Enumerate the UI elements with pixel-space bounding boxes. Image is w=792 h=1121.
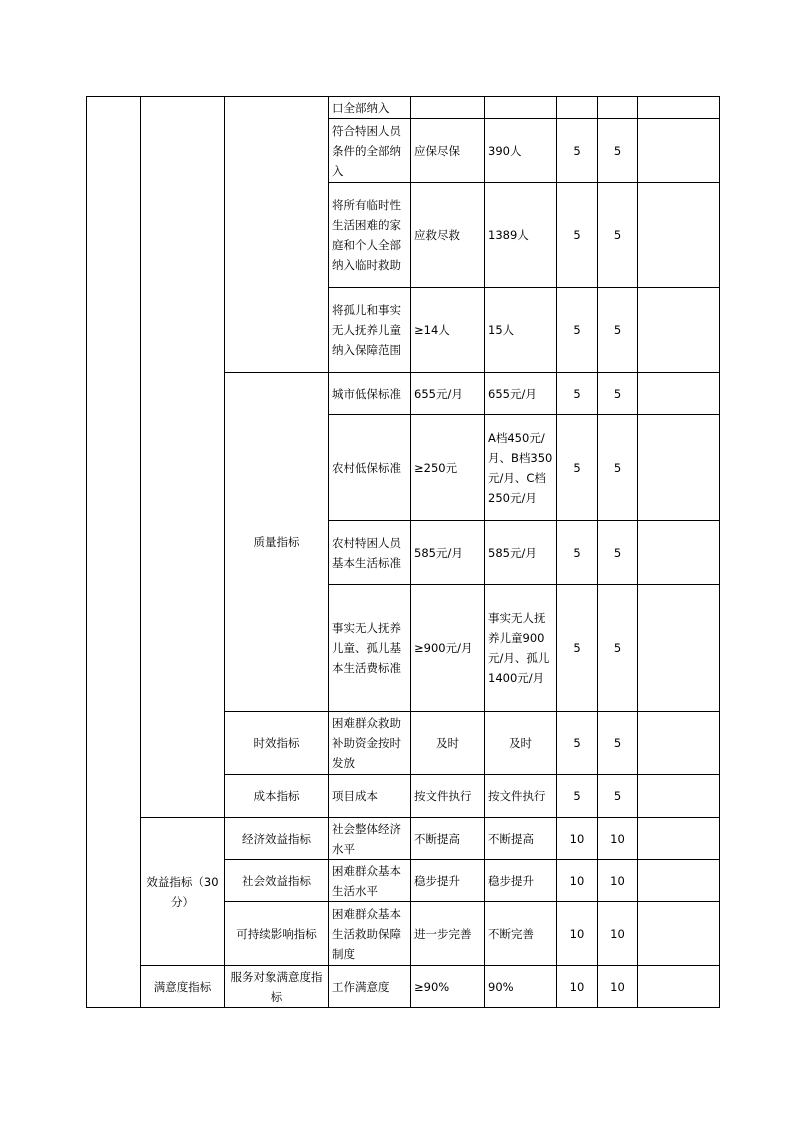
target-cell: 应救尽救	[411, 183, 485, 288]
note-cell	[638, 860, 720, 902]
note-cell	[638, 119, 720, 183]
indicator-cell: 困难群众救助补助资金按时发放	[329, 712, 411, 775]
quantity-indicator-cell	[225, 97, 329, 373]
table-row	[87, 966, 720, 1008]
indicator-cell: 社会整体经济水平	[329, 818, 411, 860]
score-cell: 5	[598, 585, 638, 712]
score-cell: 10	[598, 902, 638, 966]
weight-cell: 5	[557, 373, 598, 415]
actual-cell: 及时	[485, 712, 557, 775]
service-satisfaction-cell: 服务对象满意度指标	[225, 966, 329, 1008]
weight-cell: 10	[557, 860, 598, 902]
note-cell	[638, 712, 720, 775]
target-cell: ≥250元	[411, 415, 485, 521]
weight-cell: 10	[557, 902, 598, 966]
target-cell: 应保尽保	[411, 119, 485, 183]
actual-cell: 不断提高	[485, 818, 557, 860]
indicator-cell: 城市低保标准	[329, 373, 411, 415]
weight-cell: 5	[557, 183, 598, 288]
indicator-cell: 农村低保标准	[329, 415, 411, 521]
note-cell	[638, 902, 720, 966]
table-row	[87, 97, 720, 119]
indicator-cell: 符合特困人员条件的全部纳入	[329, 119, 411, 183]
score-cell: 5	[598, 521, 638, 585]
weight-cell: 5	[557, 288, 598, 373]
note-cell	[638, 775, 720, 818]
quality-indicator-cell: 质量指标	[225, 373, 329, 712]
indicator-cell: 困难群众基本生活救助保障制度	[329, 902, 411, 966]
note-cell	[638, 183, 720, 288]
indicator-cell: 项目成本	[329, 775, 411, 818]
note-cell	[638, 288, 720, 373]
score-cell	[598, 97, 638, 119]
target-cell	[411, 97, 485, 119]
note-cell	[638, 585, 720, 712]
weight-cell: 10	[557, 966, 598, 1008]
target-cell: 585元/月	[411, 521, 485, 585]
note-cell	[638, 818, 720, 860]
timeliness-indicator-cell: 时效指标	[225, 712, 329, 775]
note-cell	[638, 373, 720, 415]
actual-cell: 按文件执行	[485, 775, 557, 818]
actual-cell: 1389人	[485, 183, 557, 288]
social-benefit-cell: 社会效益指标	[225, 860, 329, 902]
performance-evaluation-table	[86, 96, 720, 1008]
indicator-cell: 口全部纳入	[329, 97, 411, 119]
indicator-cell: 将孤儿和事实无人抚养儿童纳入保障范围	[329, 288, 411, 373]
sustainable-impact-cell: 可持续影响指标	[225, 902, 329, 966]
weight-cell: 5	[557, 775, 598, 818]
actual-cell: 15人	[485, 288, 557, 373]
weight-cell: 5	[557, 521, 598, 585]
score-cell: 5	[598, 183, 638, 288]
note-cell	[638, 521, 720, 585]
target-cell: 及时	[411, 712, 485, 775]
score-cell: 5	[598, 119, 638, 183]
indicator-cell: 农村特困人员基本生活标准	[329, 521, 411, 585]
weight-cell: 5	[557, 712, 598, 775]
actual-cell: 不断完善	[485, 902, 557, 966]
satisfaction-indicator-cell: 满意度指标	[141, 966, 225, 1008]
score-cell: 5	[598, 373, 638, 415]
actual-cell	[485, 97, 557, 119]
benefit-indicator-cell: 效益指标（30分）	[141, 818, 225, 966]
table-row	[87, 818, 720, 860]
level1-cell-output	[141, 97, 225, 818]
target-cell: ≥900元/月	[411, 585, 485, 712]
target-cell: 655元/月	[411, 373, 485, 415]
weight-cell: 5	[557, 585, 598, 712]
weight-cell: 10	[557, 818, 598, 860]
cost-indicator-cell: 成本指标	[225, 775, 329, 818]
target-cell: ≥14人	[411, 288, 485, 373]
score-cell: 5	[598, 415, 638, 521]
score-cell: 5	[598, 775, 638, 818]
actual-cell: 稳步提升	[485, 860, 557, 902]
note-cell	[638, 415, 720, 521]
target-cell: 按文件执行	[411, 775, 485, 818]
weight-cell	[557, 97, 598, 119]
score-cell: 5	[598, 288, 638, 373]
level1-category-cell	[87, 97, 141, 1008]
economic-benefit-cell: 经济效益指标	[225, 818, 329, 860]
target-cell: 进一步完善	[411, 902, 485, 966]
score-cell: 10	[598, 818, 638, 860]
weight-cell: 5	[557, 119, 598, 183]
note-cell	[638, 966, 720, 1008]
note-cell	[638, 97, 720, 119]
target-cell: 稳步提升	[411, 860, 485, 902]
indicator-cell: 将所有临时性生活困难的家庭和个人全部纳入临时救助	[329, 183, 411, 288]
actual-cell: 390人	[485, 119, 557, 183]
actual-cell: 655元/月	[485, 373, 557, 415]
score-cell: 10	[598, 860, 638, 902]
actual-cell: 事实无人抚养儿童900元/月、孤儿1400元/月	[485, 585, 557, 712]
actual-cell: A档450元/月、B档350元/月、C档250元/月	[485, 415, 557, 521]
indicator-cell: 工作满意度	[329, 966, 411, 1008]
actual-cell: 585元/月	[485, 521, 557, 585]
score-cell: 10	[598, 966, 638, 1008]
weight-cell: 5	[557, 415, 598, 521]
score-cell: 5	[598, 712, 638, 775]
indicator-cell: 事实无人抚养儿童、孤儿基本生活费标准	[329, 585, 411, 712]
target-cell: ≥90%	[411, 966, 485, 1008]
actual-cell: 90%	[485, 966, 557, 1008]
target-cell: 不断提高	[411, 818, 485, 860]
indicator-cell: 困难群众基本生活水平	[329, 860, 411, 902]
